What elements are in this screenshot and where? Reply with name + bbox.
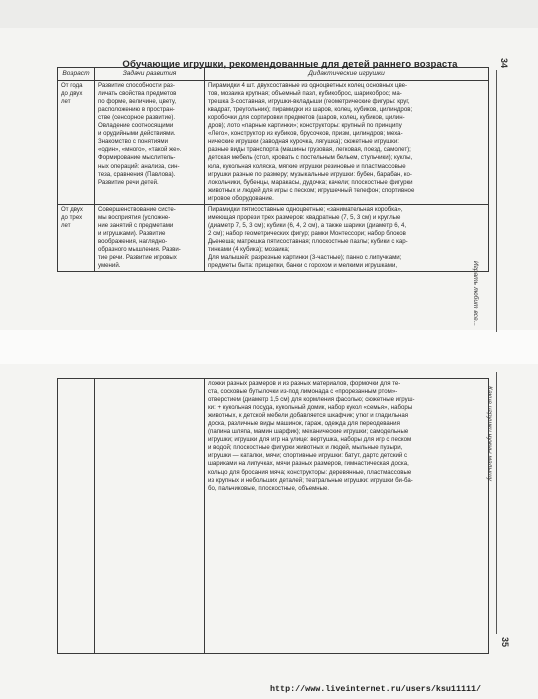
tasks-line: по форме, величине, цвету,	[98, 98, 177, 106]
toys-line: детская мебель (стол, кровать с постельным бельем, стульчики); куклы,	[208, 154, 413, 162]
page-number-bottom: 35	[500, 636, 511, 648]
tasks-line: и орудийными действиями.	[98, 130, 176, 138]
toys-line: Для малышей: разрезные картинки (3-частные); панно с липучками;	[208, 254, 402, 262]
header-tasks: Задачи развития	[95, 68, 205, 81]
tasks-line: Формирование мыслитель-	[98, 154, 176, 162]
toys-line: ложки разных размеров и из разных материалов, формочки для те-	[208, 380, 401, 387]
toys-line: бо, пальчиковые, плоскостные, объемные.	[208, 484, 330, 492]
tasks-cell	[95, 81, 205, 205]
tasks-line: и игрушками). Развитие	[98, 229, 166, 237]
toys-line: ки: + кукольная посуда, кукольный домик, набор кукол «семья», наборы	[208, 404, 413, 412]
toys-line: игрушки; игрушки для игр на улице: вертушка, наборы для игр с песком	[208, 436, 412, 444]
tasks-line: образного мышления. Разви-	[98, 245, 181, 253]
age-cell	[58, 204, 95, 271]
toys-line: ста, сосковые бутылочки из-под лимонада с «прорезанным ртом»-	[208, 388, 398, 396]
age-line: От двух	[61, 205, 83, 213]
running-head-bottom: Какие игрушки нужны малышу	[485, 386, 493, 481]
toys-cell	[205, 204, 489, 271]
tasks-line: тие речи. Развитие игровых	[98, 254, 177, 262]
toys-table	[57, 67, 489, 272]
page-edge-shadow	[0, 0, 538, 28]
header-toys: Дидактические игрушки	[205, 68, 489, 81]
tasks-line: ние занятий с предметами	[98, 221, 174, 229]
toys-line: Дьенеша; матрешка пятисоставная; плоскостные пазлы; кубики с кар-	[208, 237, 408, 245]
toys-line: животных, к детской мебели добавляется шкафчик; утюг и гладильная	[208, 412, 409, 420]
toys-line: «Лего», конструктор из кубиков, брусочков, призм, цилиндров; меха-	[208, 130, 403, 138]
toys-line: Пирамидки 4 шт. двухсоставные из одноцветных колец основных цве-	[208, 82, 408, 90]
toys-line: животных и людей для игры с песком; игрушечный телефон; спортивное	[208, 186, 415, 194]
age-cell	[58, 81, 95, 205]
page-gutter	[0, 330, 538, 364]
margin-rule-bottom	[496, 372, 497, 634]
toys-line: предметы быта: прищепки, банки с горохом и мелкими игрушками,	[208, 262, 398, 270]
toys-line: имеющая прорези трех размеров: квадратные (7, 5, 3 см) и круглые	[208, 213, 401, 221]
toys-line: доска, различные виды машинок, гараж, одежда для переодевания	[208, 420, 400, 428]
toys-line: квадрат, треугольник); пирамидки из шаров, колец, кубиков, цилиндров;	[208, 106, 413, 114]
page-title: Обучающие игрушки, рекомендованные для детей раннего возраста	[122, 59, 458, 70]
tasks-line: умений.	[98, 262, 121, 270]
toys-line: отверстием (диаметр 1,5 см) для кормления фасолью; сюжетные игруш-	[208, 396, 415, 404]
toys-line: (папина шляпа, мамин шарфик); механические игрушки; самодельные	[208, 428, 409, 436]
tasks-line: личать свойства предметов	[98, 90, 177, 98]
table-row	[58, 81, 489, 205]
toys-line: игровое оборудование.	[208, 194, 274, 202]
toys-line: 2 см); набор геометрических фигур; рамки Монтессори; набор блоков	[208, 229, 406, 237]
tasks-line: расположению в простран-	[98, 106, 175, 114]
tasks-line: Знакомство с понятиями	[98, 138, 169, 146]
toys-line: (диаметр 7, 5, 3 см); кубики (6, 4, 2 см), а также шарики (диаметр 6, 4,	[208, 221, 407, 229]
age-line: лет	[61, 98, 71, 106]
toys-line: коробочки для сортировки предметов (шаров, колец, кубиков, цилин-	[208, 114, 405, 122]
toys-cell	[205, 81, 489, 205]
toys-line: Пирамидки пятисоставные одноцветные; «занимательная коробка»,	[208, 205, 403, 213]
table-row	[58, 204, 489, 271]
watermark-url[interactable]: http://www.liveinternet.ru/users/ksu11111/	[270, 684, 482, 694]
tasks-line: стве (сенсорное развитие).	[98, 114, 176, 122]
toys-line: шариками на липучках, мячи разных размеров, гимнастическая доска,	[208, 460, 409, 468]
table-row	[58, 379, 489, 654]
tasks-line: мы восприятия (усложне-	[98, 213, 171, 221]
toys-line: тинками (4 кубика); мозаика;	[208, 245, 290, 253]
toys-cell	[205, 379, 489, 654]
tasks-line: воображения, наглядно-	[98, 237, 168, 245]
age-line: до трех	[61, 213, 83, 221]
toys-line: и водой; плоскостные фигурки животных и людей, мыльные пузыри,	[208, 444, 403, 452]
tasks-cell-empty	[95, 379, 205, 654]
toys-table-continued	[57, 378, 489, 654]
toys-line: нические игрушки (заводная курочка, лягушка); сюжетные игрушки:	[208, 138, 399, 146]
tasks-line: Совершенствование систе-	[98, 205, 176, 213]
tasks-line: «один», «много», «такой же».	[98, 146, 182, 154]
toys-line: локольчики, бубенцы, маракасы, дудочка; качели; плоскостные фигурки	[208, 178, 413, 186]
tasks-line: ных операций: анализа, син-	[98, 162, 180, 170]
tasks-line: Развитие способности раз-	[98, 82, 175, 90]
tasks-line: Развитие речи детей.	[98, 178, 159, 186]
table-header-row	[58, 68, 489, 81]
tasks-cell	[95, 204, 205, 271]
page-number-top: 34	[499, 57, 510, 69]
age-line: От года	[61, 82, 83, 90]
age-line: до двух	[61, 90, 83, 98]
age-cell-empty	[58, 379, 95, 654]
toys-line: дров); лото «парные картинки»; конструкторы: крупный по принципу	[208, 122, 402, 130]
margin-rule-top	[496, 70, 497, 332]
toys-line: кольцо для бросания мяча; конструкторы: деревянные, пластмассовые	[208, 468, 412, 476]
toys-line: юла, кукольная коляска, мягкие игрушки резиновые и пластмассовые	[208, 162, 406, 170]
age-line: лет	[61, 221, 71, 229]
toys-line: трешка 3-составная, игрушки-вкладыши (геометрические фигуры: круг,	[208, 98, 410, 106]
toys-line: игрушки разные по размеру; музыкальные игрушки: бубен, барабан, ко-	[208, 170, 412, 178]
running-head-top: Играть любит все...	[472, 260, 480, 327]
tasks-line: теза, сравнения (Павлова).	[98, 170, 176, 178]
header-age: Возраст	[58, 68, 95, 81]
tasks-line: Овладение соотносящими	[98, 122, 174, 130]
toys-line: разные виды транспорта (машины грузовая, легковая, поезд, самолет);	[208, 146, 411, 154]
toys-line: игрушки — каталки, мячи; спортивные игрушки: батут, дартс детский с	[208, 452, 408, 460]
toys-line: тов, мозаика крупная; объемный пазл, кубикоброс, шарикоброс; ма-	[208, 90, 402, 98]
toys-line: из крупных и небольших деталей; театральные игрушки: игрушки би-ба-	[208, 476, 413, 484]
